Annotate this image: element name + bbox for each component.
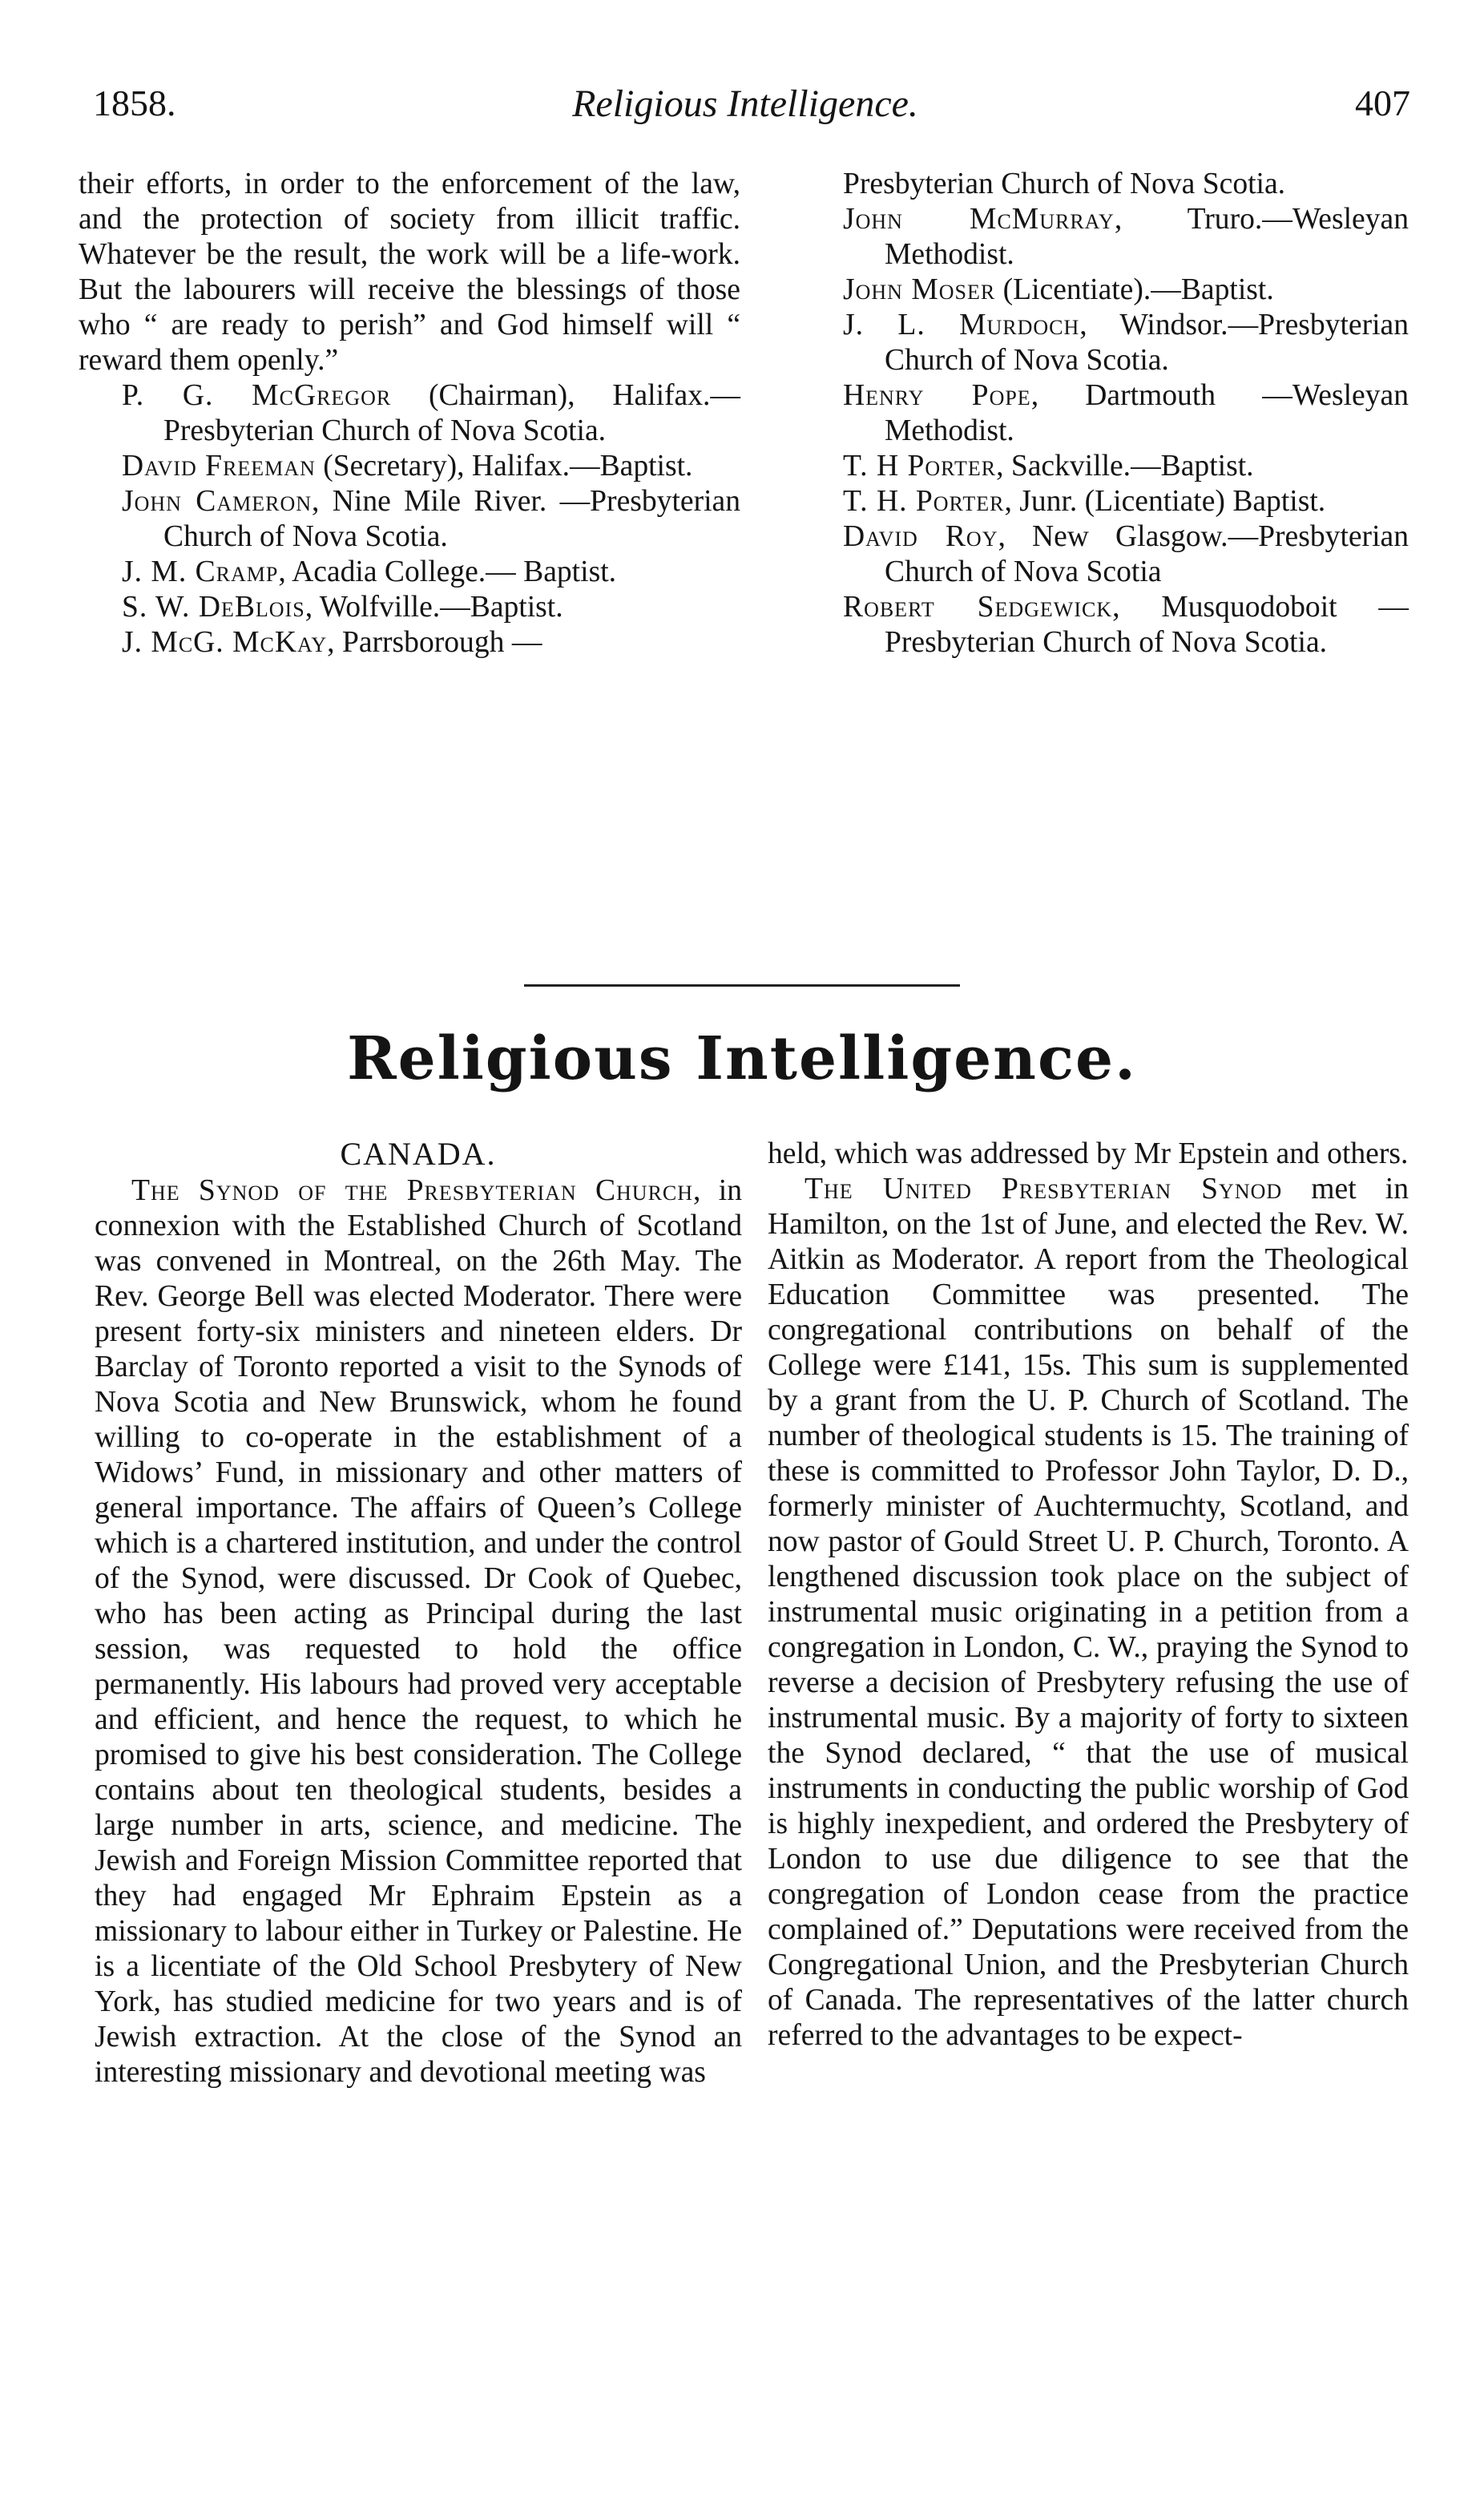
signatories-right bbox=[843, 167, 1409, 660]
section-divider bbox=[524, 984, 960, 987]
signatory: John Cameron, Nine Mile River. —Presbyterian Church of Nova Scotia. bbox=[122, 485, 740, 553]
signatory: T. H Porter, Sackville.—Baptist. bbox=[843, 450, 1254, 483]
signatory: J. M. Cramp, Acadia College.— Baptist. bbox=[122, 555, 617, 588]
signatories-left bbox=[122, 378, 740, 660]
signatory: J. L. Murdoch, Windsor.—Presbyterian Church of Nova Scotia. bbox=[843, 309, 1409, 377]
article-continuation: held, which was addressed by Mr Epstein and others. bbox=[768, 1137, 1409, 1170]
running-title: Religious Intelligence. bbox=[572, 83, 918, 125]
intro-paragraph: their efforts, in order to the enforcement of the law, and the protection of society from illicit traffic. Whatever be the result, the work will be a life-work. But the labourers will receive the blessings of those who “ are ready to perish” and God himself will “ reward them openly.” bbox=[79, 168, 740, 377]
signatory: Presbyterian Church of Nova Scotia. bbox=[843, 168, 1286, 200]
signatory: Robert Sedgewick, Musquodoboit —Presbyterian Church of Nova Scotia. bbox=[843, 591, 1409, 659]
signatory: Henry Pope, Dartmouth —Wesleyan Methodist. bbox=[843, 379, 1409, 447]
article-synod-presbyterian: The Synod of the Presbyterian Church, in connexion with the Established Church of Scotland was convened in Montreal, on the 26th May. The Rev. George Bell was elected Moderator. There were present forty-six ministers and nineteen elders. Dr Barclay of Toronto reported a visit to the Synods of Nova Scotia and New Brunswick, whom he found willing to co-operate in the establishment of a Widows’ Fund, in missionary and other matters of general importance. The affairs of Queen’s College which is a chartered institution, and under the control of the Synod, were discussed. Dr Cook of Quebec, who has been acting as Principal during the last session, was requested to hold the office permanently. His labours had proved very acceptable and efficient, and hence the request, to which he promised to give his best consideration. The College contains about ten theological students, besides a large number in arts, science, and medicine. The Jewish and Foreign Mission Committee reported that they had engaged Mr Ephraim Epstein as a missionary to labour either in Turkey or Palestine. He is a licentiate of the Old School Presbytery of New York, has studied medicine for two years and is of Jewish extraction. At the close of the Synod an interesting missionary and devotional meeting was bbox=[95, 1174, 742, 2089]
top-left-column bbox=[79, 167, 740, 660]
bottom-left-column bbox=[95, 1137, 742, 2090]
signatory: P. G. McGregor (Chairman), Halifax.—Presbyterian Church of Nova Scotia. bbox=[122, 379, 740, 447]
signatory: John Moser (Licentiate).—Baptist. bbox=[843, 273, 1274, 306]
running-header bbox=[80, 82, 1410, 146]
region-heading: CANADA. bbox=[340, 1136, 497, 1172]
bottom-right-column bbox=[768, 1137, 1409, 2054]
section-title: Religious Intelligence. bbox=[347, 1024, 1137, 1093]
year-label: 1858. bbox=[93, 83, 176, 123]
signatory: S. W. DeBlois, Wolfville.—Baptist. bbox=[122, 591, 563, 624]
signatory: J. McG. McKay, Parrsborough — bbox=[122, 626, 542, 659]
signatory: T. H. Porter, Junr. (Licentiate) Baptist. bbox=[843, 485, 1326, 518]
signatory: John McMurray, Truro.—Wesleyan Methodist. bbox=[843, 203, 1409, 271]
page-number: 407 bbox=[1355, 83, 1410, 123]
top-right-column bbox=[843, 167, 1409, 660]
article-united-presbyterian: The United Presbyterian Synod met in Hamilton, on the 1st of June, and elected the Rev. W. Aitkin as Moderator. A report from the Theological Education Committee was presented. The congregational contributions on behalf of the College were £141, 15s. This sum is supplemented by a grant from the U. P. Church of Scotland. The number of theological students is 15. The training of these is committed to Professor John Taylor, D. D., formerly minister of Auchtermuchty, Scotland, and now pastor of Gould Street U. P. Church, Toronto. A lengthened discussion took place on the subject of instrumental music originating in a petition from a congregation in London, C. W., praying the Synod to reverse a decision of Presbytery refusing the use of instrumental music. By a majority of forty to sixteen the Synod declared, “ that the use of musical instruments in conducting the public worship of God is highly inexpedient, and ordered the Presbytery of London to use due diligence to see that the congregation of London cease from the practice complained of.” Deputations were received from the Congregational Union, and the Presbyterian Church of Canada. The representatives of the latter church referred to the advantages to be expect- bbox=[768, 1173, 1409, 2052]
signatory: David Freeman (Secretary), Halifax.—Baptist. bbox=[122, 450, 693, 483]
signatory: David Roy, New Glasgow.—Presbyterian Church of Nova Scotia bbox=[843, 520, 1409, 588]
